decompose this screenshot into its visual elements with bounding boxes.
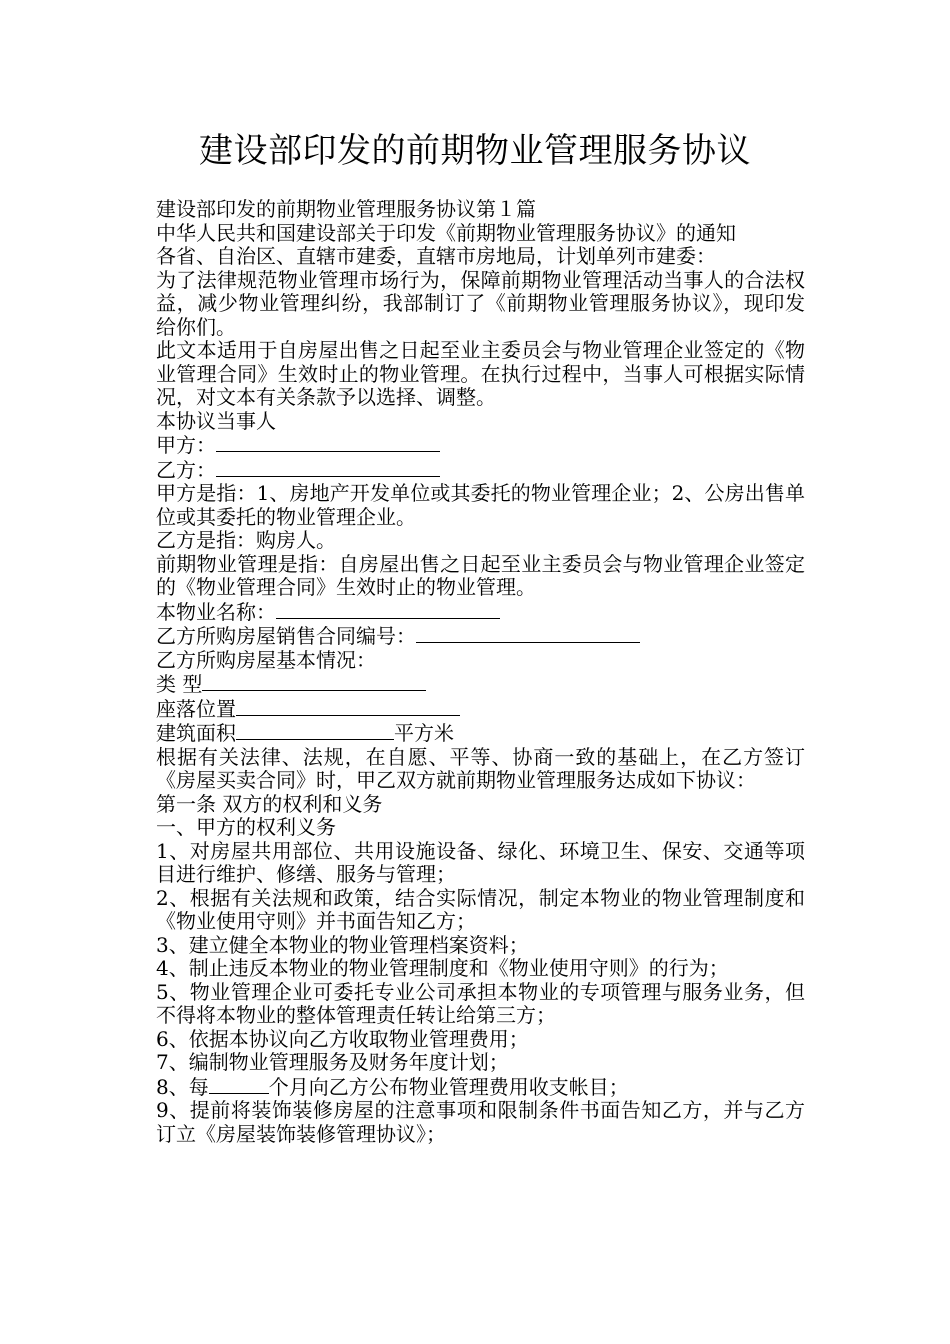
party-a-blank [216,433,440,452]
article-1-heading: 第一条 双方的权利和义务 [156,791,383,816]
property-name-blank [276,600,500,619]
document-body [145,198,805,1146]
list-item: 9、提前将装饰装修房屋的注意事项和限制条件书面告知乙方，并与乙方订立《房屋装饰装修管理协议》； [156,1098,805,1146]
type-line [145,672,805,697]
document-title: 建设部印发的前期物业管理服务协议 [199,131,751,171]
list-item: 6、依据本协议向乙方收取物业管理费用； [156,1026,529,1051]
type-blank [202,672,426,691]
intro-paragraph: 为了法律规范物业管理市场行为，保障前期物业管理活动当事人的合法权益，减少物业管理纠纷，我部制订了《前期物业管理服务协议》，现印发给你们。 [156,267,805,339]
property-name-line [145,600,805,625]
contract-number-line [145,624,805,649]
list-item: 3、建立健全本物业的物业管理档案资料； [156,932,529,957]
property-name-label: 本物业名称： [156,599,276,624]
location-line [145,697,805,722]
agreement-paragraph: 根据有关法律、法规，在自愿、平等、协商一致的基础上，在乙方签订《房屋买卖合同》时，甲乙双方就前期物业管理服务达成如下协议： [156,744,805,792]
item-8-blank [209,1075,269,1094]
party-b-blank [216,458,440,477]
contract-number-blank [416,624,640,643]
list-item: 4、制止违反本物业的物业管理制度和《物业使用守则》的行为； [156,956,729,980]
area-unit: 平方米 [394,721,454,745]
parties-heading: 本协议当事人 [156,408,276,433]
location-blank [236,697,460,716]
area-line [145,721,805,746]
addressees: 各省、自治区、直辖市建委，直辖市房地局，计划单列市建委： [156,244,716,268]
area-label: 建筑面积 [156,721,236,745]
party-a-label: 甲方： [156,433,216,457]
list-item: 1、对房屋共用部位、共用设施设备、绿化、环境卫生、保安、交通等项目进行维护、修缮、服务与管理； [156,838,805,886]
subtitle: 建设部印发的前期物业管理服务协议第１篇 [156,197,536,221]
party-a-definition: 甲方是指：1、房地产开发单位或其委托的物业管理企业；2、公房出售单位或其委托的物业管理企业。 [156,481,805,529]
scope-paragraph: 此文本适用于自房屋出售之日起至业主委员会与物业管理企业签定的《物业管理合同》生效时止的物业管理。在执行过程中，当事人可根据实际情况，对文本有关条款予以选择、调整。 [156,338,805,409]
contract-number-label: 乙方所购房屋销售合同编号： [156,624,416,648]
item-8-prefix: 8、每 [156,1074,209,1099]
list-item: 2、根据有关法规和政策，结合实际情况，制定本物业的物业管理制度和《物业使用守则》并书面告知乙方； [156,885,805,933]
list-item: 5、物业管理企业可委托专业公司承担本物业的专项管理与服务业务，但不得将本物业的整体管理责任转让给第三方； [156,979,805,1027]
section-1-heading: 一、甲方的权利义务 [156,815,336,839]
item-8-suffix: 个月向乙方公布物业管理费用收支帐目； [268,1074,629,1099]
area-blank [236,721,394,740]
party-a-line [145,433,805,458]
type-label: 类 型 [156,672,203,696]
party-b-line [145,458,805,483]
notice-title: 中华人民共和国建设部关于印发《前期物业管理服务协议》的通知 [156,220,736,245]
list-item: 7、编制物业管理服务及财务年度计划； [156,1050,509,1074]
location-label: 座落位置 [156,696,236,721]
management-definition: 前期物业管理是指：自房屋出售之日起至业主委员会与物业管理企业签定的《物业管理合同》生效时止的物业管理。 [156,551,805,599]
list-item-8 [145,1075,805,1100]
basic-info-label: 乙方所购房屋基本情况： [156,647,376,672]
party-b-definition: 乙方是指：购房人。 [156,528,336,552]
party-b-label: 乙方： [156,457,216,482]
